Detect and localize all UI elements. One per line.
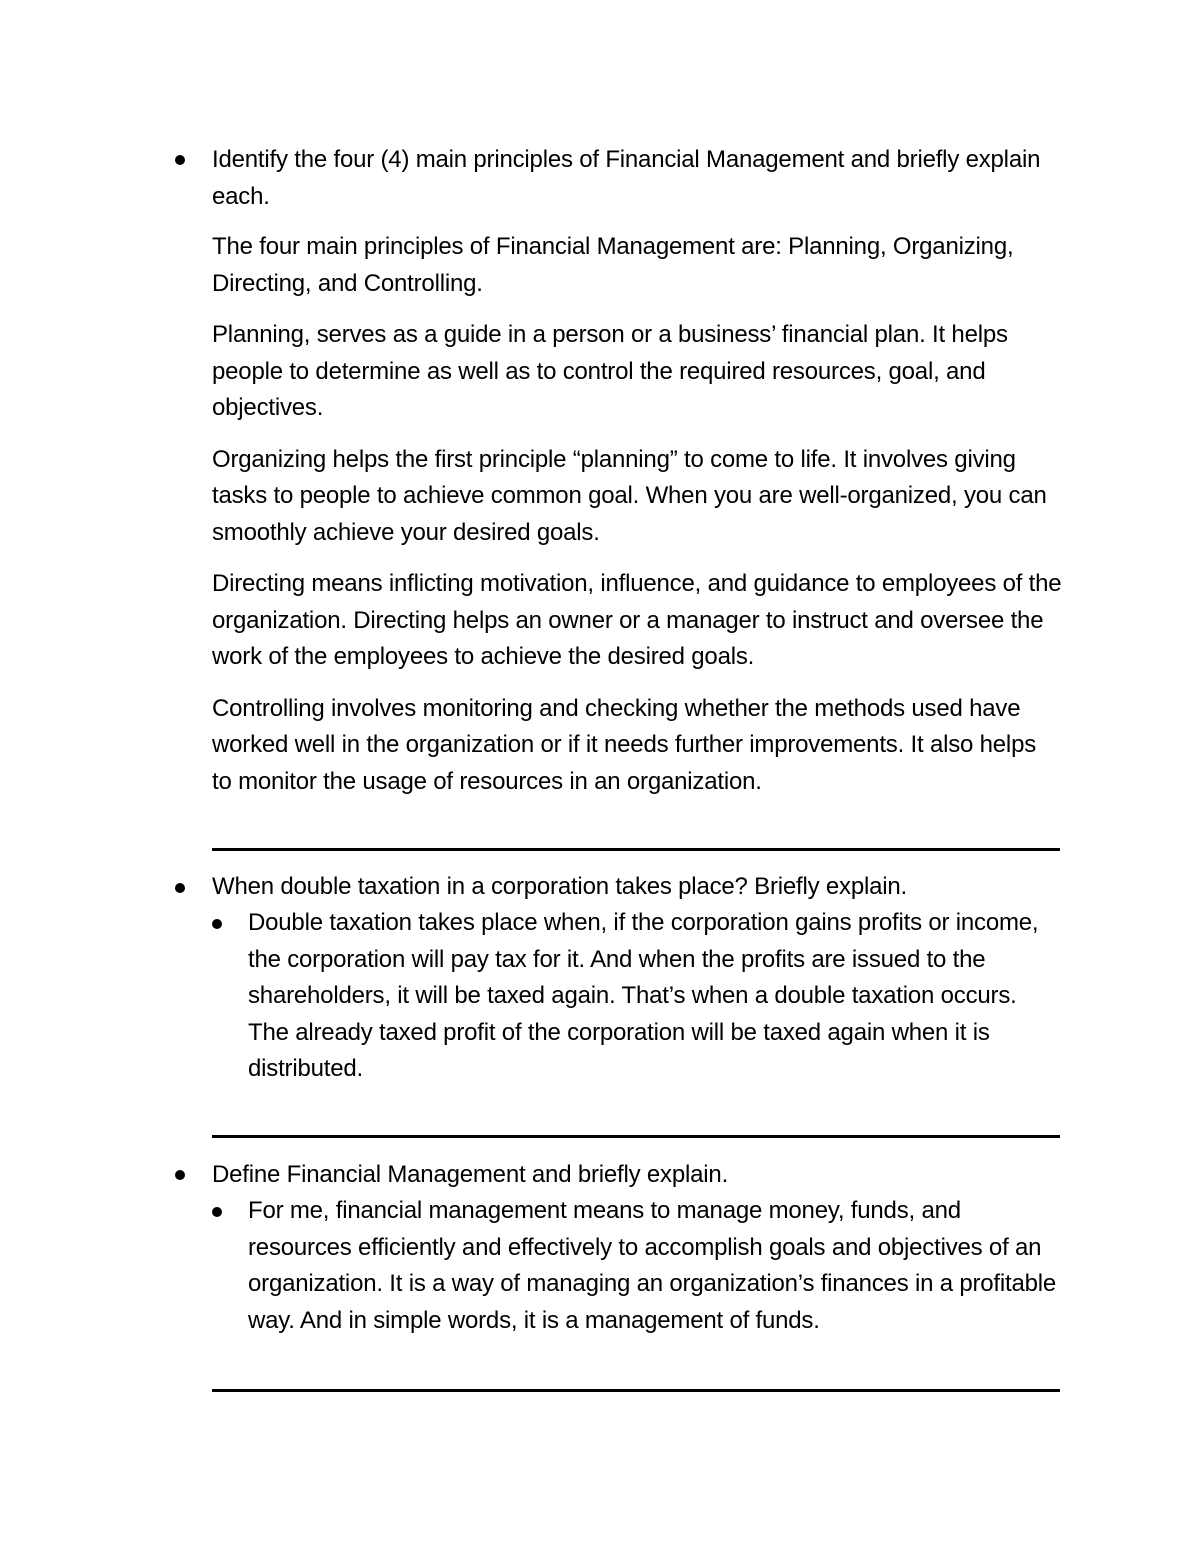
answer-line-divider — [212, 848, 1060, 851]
bullet-icon — [175, 1170, 185, 1180]
question-2-text — [212, 869, 1062, 906]
answer-line-divider — [212, 1389, 1060, 1392]
question-3-label: Define Financial Management and briefly explain. — [212, 1161, 729, 1188]
bullet-icon — [175, 883, 185, 893]
answer-paragraph: The four main principles of Financial Management are: Planning, Organizing, Directing, and Controlling. — [212, 233, 1014, 297]
bullet-icon — [212, 919, 222, 929]
answer-paragraph: Controlling involves monitoring and checking whether the methods used have worked well in the organization or if it needs further improvements. It also helps to monitor the usage of resources in an organization. — [212, 694, 1037, 795]
question-3-answer — [248, 1193, 1062, 1339]
question-1-answer — [212, 229, 1062, 815]
bullet-icon — [175, 155, 185, 165]
question-2-label: When double taxation in a corporation takes place? Briefly explain. — [212, 873, 908, 900]
answer-paragraph: Organizing helps the first principle “planning” to come to life. It involves giving tasks to people to achieve common goal. When you are well-organized, you can smoothly achieve your desired goals. — [212, 445, 1047, 546]
question-1-label: Identify the four (4) main principles of Financial Management and briefly explain each. — [212, 146, 1041, 210]
question-1-text — [212, 142, 1062, 215]
answer-paragraph: Planning, serves as a guide in a person or a business’ financial plan. It helps people to determine as well as to control the required resources, goal, and objectives. — [212, 321, 1008, 421]
answer-paragraph: Double taxation takes place when, if the corporation gains profits or income, the corporation will pay tax for it. And when the profits are issued to the shareholders, it will be taxed again. That’s when a double taxation occurs. The already taxed profit of the corporation will be taxed again when it is distributed. — [248, 909, 1039, 1082]
question-3-text — [212, 1157, 1062, 1194]
bullet-icon — [212, 1207, 222, 1217]
answer-paragraph: Directing means inflicting motivation, influence, and guidance to employees of the organization. Directing helps an owner or a manager to instruct and oversee the work of the employees to achieve the desired goals. — [212, 570, 1062, 670]
question-2-answer — [248, 905, 1062, 1088]
answer-line-divider — [212, 1135, 1060, 1138]
answer-paragraph: For me, financial management means to manage money, funds, and resources efficiently and effectively to accomplish goals and objectives of an organization. It is a way of managing an organization’s finances in a profitable way. And in simple words, it is a management of funds. — [248, 1197, 1057, 1334]
